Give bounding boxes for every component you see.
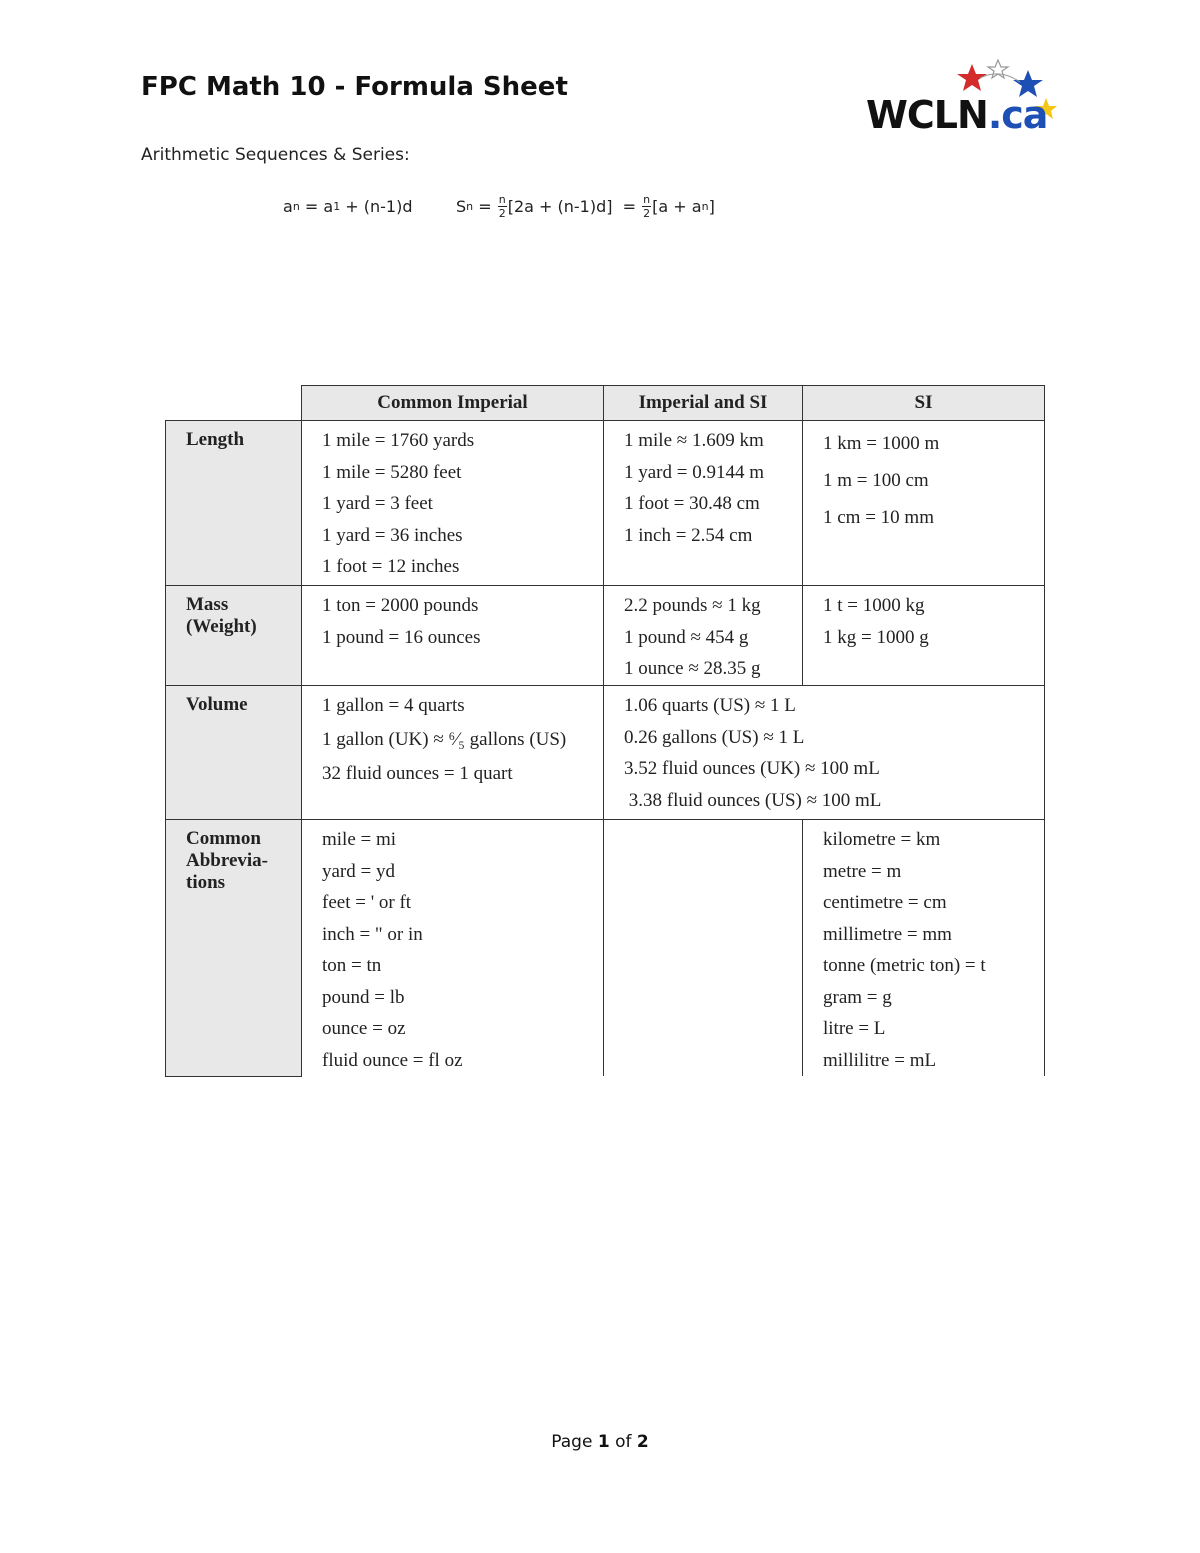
cell-imperial-si-combined: 1.06 quarts (US) ≈ 1 L 0.26 gallons (US) ≈ 1 L 3.52 fluid ounces (UK) ≈ 100 mL 3.38 fluid ounces (US) ≈ 100 mL bbox=[604, 686, 1045, 820]
cell-si: 1 t = 1000 kg 1 kg = 1000 g bbox=[803, 586, 1045, 686]
header-imperial-and-si: Imperial and SI bbox=[604, 386, 803, 421]
wcln-logo[interactable] bbox=[860, 58, 1060, 140]
arithmetic-heading: Arithmetic Sequences & Series: bbox=[141, 145, 410, 165]
series-sum-formula: S n = $\frac{n}{2}$ [2a + (n-1)d] = $\frac{n}{2}$ [a + a n ] bbox=[456, 192, 715, 220]
table-row-mass bbox=[166, 586, 1045, 686]
table-row-abbreviations bbox=[166, 820, 1045, 1077]
nth-term-formula: a n = a 1 + (n-1)d bbox=[283, 196, 413, 216]
cell-imperial-si: 1 mile ≈ 1.609 km 1 yard = 0.9144 m 1 foot = 30.48 cm 1 inch = 2.54 cm bbox=[604, 421, 803, 586]
page-title: FPC Math 10 - Formula Sheet bbox=[141, 72, 568, 102]
table-row-length bbox=[166, 421, 1045, 586]
cell-imperial-si: 2.2 pounds ≈ 1 kg 1 pound ≈ 454 g 1 ounce ≈ 28.35 g bbox=[604, 586, 803, 686]
row-label: Length bbox=[166, 421, 302, 586]
row-label: Common Abbrevia- tions bbox=[166, 820, 302, 1077]
cell-imperial: 1 mile = 1760 yards 1 mile = 5280 feet 1 yard = 3 feet 1 yard = 36 inches 1 foot = 12 inches bbox=[302, 421, 604, 586]
table-row-volume bbox=[166, 686, 1045, 820]
header-si: SI bbox=[803, 386, 1045, 421]
row-label: Volume bbox=[166, 686, 302, 820]
unit-conversion-table bbox=[165, 385, 1045, 1077]
cell-imperial-si bbox=[604, 820, 803, 1077]
cell-si: kilometre = km metre = m centimetre = cm millimetre = mm tonne (metric ton) = t gram = g litre = L millilitre = mL bbox=[803, 820, 1045, 1077]
row-label: Mass (Weight) bbox=[166, 586, 302, 686]
cell-imperial: 1 ton = 2000 pounds 1 pound = 16 ounces bbox=[302, 586, 604, 686]
table-corner bbox=[166, 386, 302, 421]
cell-imperial: mile = mi yard = yd feet = ' or ft inch = " or in ton = tn pound = lb ounce = oz fluid ounce = fl oz bbox=[302, 820, 604, 1077]
logo-suffix-text: .ca bbox=[987, 93, 1048, 137]
page-number: Page 1 of 2 bbox=[551, 1432, 649, 1452]
fraction-n-over-2: $\frac{n}{2}$ bbox=[643, 192, 651, 220]
cell-si: 1 km = 1000 m 1 m = 100 cm 1 cm = 10 mm bbox=[803, 421, 1045, 586]
logo-main-text: WCLN bbox=[866, 93, 988, 137]
cell-imperial: 1 gallon = 4 quarts 1 gallon (UK) ≈ ⁶⁄₅ gallons (US) 32 fluid ounces = 1 quart bbox=[302, 686, 604, 820]
header-common-imperial: Common Imperial bbox=[302, 386, 604, 421]
fraction-n-over-2: $\frac{n}{2}$ bbox=[498, 192, 506, 220]
